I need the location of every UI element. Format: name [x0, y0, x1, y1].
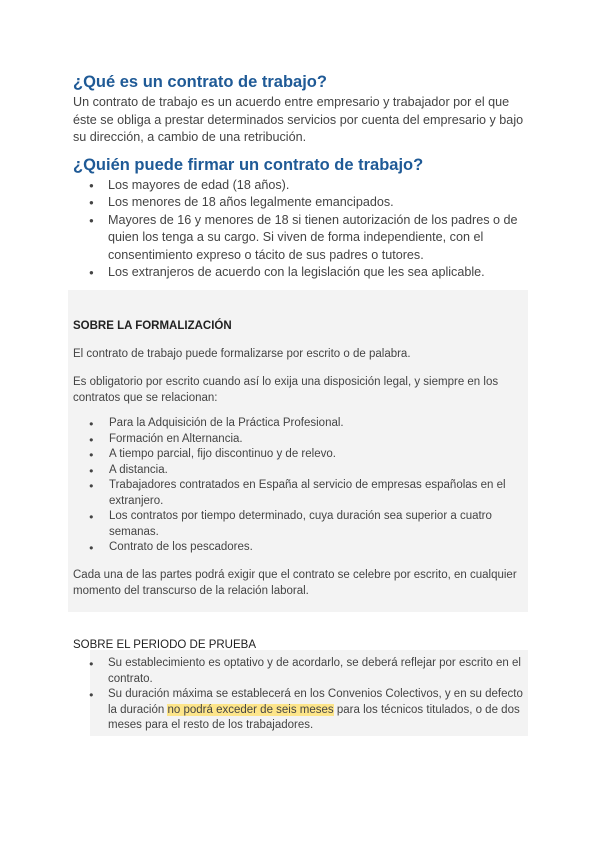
- highlighted-text: no podrá exceder de seis meses: [167, 703, 334, 716]
- item-text-before: Su duración máxima se establecerá en los Convenios Colectivos, y en su defecto la duración: [108, 688, 523, 716]
- formalizacion-paragraph-2: Es obligatorio por escrito cuando así lo exija una disposición legal, y siempre en los contratos que se relacionan:: [73, 376, 499, 404]
- list-item: ● A distancia.: [109, 463, 525, 479]
- periodo-prueba-heading: SOBRE EL PERIODO DE PRUEBA: [73, 639, 256, 651]
- list-item: [108, 687, 529, 734]
- list-item: ● Para la Adquisición de la Práctica Profesional.: [109, 416, 525, 432]
- periodo-prueba-list: [73, 656, 529, 734]
- heading-que-es: ¿Qué es un contrato de trabajo?: [73, 73, 327, 91]
- formalizacion-heading: SOBRE LA FORMALIZACIÓN: [73, 320, 232, 332]
- list-item: ● Trabajadores contratados en España al servicio de empresas españolas en el extranjero.: [109, 478, 525, 509]
- list-item: ● Los contratos por tiempo determinado, cuya duración sea superior a cuatro semanas.: [109, 509, 525, 540]
- list-item: ● Contrato de los pescadores.: [109, 540, 525, 556]
- list-item: ● Mayores de 16 y menores de 18 si tienen autorización de los padres o de quien los tenga a su cargo. Si viven de forma independiente, con el consentimiento expreso o tácito de sus padres o tutores.: [108, 212, 529, 265]
- formalizacion-paragraph-3: Cada una de las partes podrá exigir que el contrato se celebre por escrito, en cualquier momento del transcurso de la relación laboral.: [73, 568, 517, 597]
- formalizacion-paragraph-1: El contrato de trabajo puede formalizarse por escrito o de palabra.: [73, 348, 411, 360]
- formalizacion-box: [68, 290, 528, 612]
- periodo-prueba-section: [73, 638, 529, 734]
- list-item: ● Su establecimiento es optativo y de acordarlo, se deberá reflejar por escrito en el contrato.: [108, 656, 529, 687]
- intro-section: [73, 72, 529, 282]
- definition-paragraph: Un contrato de trabajo es un acuerdo entre empresario y trabajador por el que éste se obliga a prestar determinados servicios por cuenta del empresario y bajo su dirección, a cambio de una retribución.: [73, 95, 524, 144]
- who-can-sign-list: [73, 177, 529, 282]
- list-item: ● Formación en Alternancia.: [109, 432, 525, 448]
- item-text-after: para los técnicos titulados, o de dos meses para el resto de los trabajadores.: [108, 703, 520, 731]
- written-contracts-list: [73, 416, 525, 556]
- heading-quien-puede: ¿Quién puede firmar un contrato de trabajo?: [73, 155, 424, 174]
- list-item: ● Los menores de 18 años legalmente emancipados.: [108, 194, 529, 212]
- list-item: ● A tiempo parcial, fijo discontinuo y de relevo.: [109, 447, 525, 463]
- list-item: ● Los mayores de edad (18 años).: [108, 177, 529, 195]
- list-item: ● Los extranjeros de acuerdo con la legislación que les sea aplicable.: [108, 264, 529, 282]
